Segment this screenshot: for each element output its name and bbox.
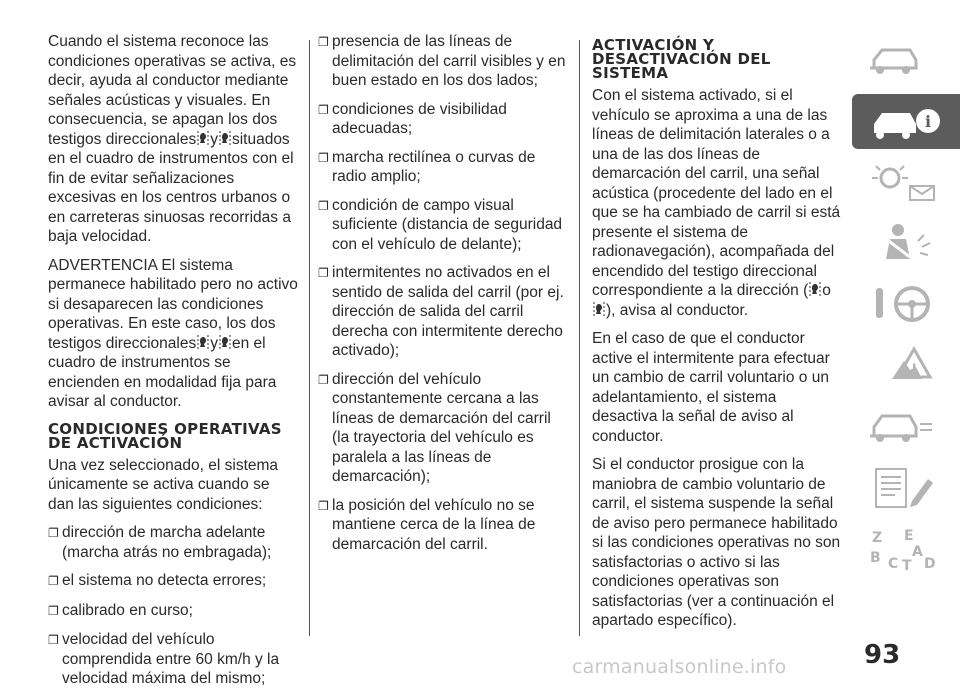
svg-text:T: T bbox=[902, 558, 912, 572]
car-icon bbox=[862, 38, 952, 84]
checkbox-bullet-icon: ❐ bbox=[318, 198, 329, 213]
checkbox-bullet-icon: ❐ bbox=[48, 526, 59, 540]
column-3 bbox=[592, 32, 842, 640]
car-info-tab[interactable] bbox=[852, 33, 960, 88]
paragraph: ADVERTENCIA El sistema permanece habilitado pero no activo si desaparecen las condiciones operativas. En este caso, los dos testigos direccionales y en el cuadro de instrumentos se encienden en modalidad fija para avisar al conductor. bbox=[48, 256, 298, 410]
svg-text:!: ! bbox=[911, 362, 918, 378]
lane-warning-left-icon bbox=[197, 130, 209, 147]
emergency-tab[interactable] bbox=[852, 338, 960, 393]
car-info-icon bbox=[862, 99, 952, 145]
car-info-active-tab[interactable] bbox=[852, 94, 960, 149]
lane-warning-left-icon bbox=[809, 281, 821, 298]
lane-warning-right-icon bbox=[593, 301, 605, 318]
svg-text:Z: Z bbox=[872, 530, 883, 546]
list-item: ❐ condición de campo visual suficiente (distancia de seguridad con el vehículo de delante); bbox=[318, 196, 563, 253]
checkbox-bullet-icon: ❐ bbox=[318, 150, 329, 165]
column-divider bbox=[579, 40, 580, 636]
lights-warning-icon bbox=[862, 160, 952, 206]
checkbox-bullet-icon: ❐ bbox=[318, 35, 329, 49]
column-2 bbox=[318, 32, 568, 563]
list-item: ❐ dirección del vehículo constantemente cercana a las líneas de demarcación del carril (la trayectoria del vehículo es paralela a las líneas de demarcación); bbox=[318, 370, 551, 485]
paragraph: Con el sistema activado, si el vehículo se aproxima a una de las líneas de delimitación laterales o a una de las dos líneas de demarcación del carril, una señal acústica (procedente del lado en el que se ha cambiado de carril si está presente el sistema de radionavegación), acompañada del encendido del testigo direccional correspondiente a la dirección ( o), avisa al conductor. bbox=[592, 87, 841, 319]
steering-wheel-icon bbox=[862, 282, 952, 328]
list-item: ❐ dirección de marcha adelante (marcha atrás no embragada); bbox=[48, 524, 272, 561]
airbag-safety-tab[interactable] bbox=[852, 216, 960, 271]
checkbox-bullet-icon: ❐ bbox=[48, 603, 59, 618]
column-divider bbox=[309, 40, 310, 636]
svg-text:C: C bbox=[888, 556, 899, 572]
checkbox-bullet-icon: ❐ bbox=[318, 372, 329, 387]
paragraph: Una vez seleccionado, el sistema únicamente se activa cuando se dan las siguientes condiciones: bbox=[48, 456, 279, 513]
svg-text:i: i bbox=[925, 112, 932, 131]
checkbox-bullet-icon: ❐ bbox=[48, 574, 59, 588]
section-heading: ACTIVACIÓN Y DESACTIVACIÓN DEL SISTEMA bbox=[592, 36, 771, 82]
section-heading: CONDICIONES OPERATIVAS DE ACTIVACIÓN bbox=[48, 419, 282, 452]
checkbox-bullet-icon: ❐ bbox=[48, 633, 59, 647]
list-item: ❐ condiciones de visibilidad adecuadas; bbox=[318, 100, 507, 137]
checkbox-bullet-icon: ❐ bbox=[318, 102, 329, 117]
list-item: ❐ presencia de las líneas de delimitación del carril visibles y en buen estado en los dos lados; bbox=[318, 33, 566, 89]
svg-text:D: D bbox=[924, 556, 936, 572]
specifications-tab[interactable] bbox=[852, 460, 960, 515]
list-item: ❐ la posición del vehículo no se mantiene cerca de la línea de demarcación del carril. bbox=[318, 496, 536, 553]
list-item: ❐ el sistema no detecta errores; bbox=[48, 571, 298, 592]
paragraph: Cuando el sistema reconoce las condiciones operativas se activa, es decir, ayuda al conductor mediante señales acústicas y visuales. En consecuencia, se apagan los dos testigos direccionales y situados en el cuadro de instrumentos con el fin de evitar señalizaciones excesivas en los centros urbanos o en carreteras sinuosas recorridas a baja velocidad. bbox=[48, 33, 297, 245]
document-list-icon bbox=[862, 465, 952, 511]
svg-text:A: A bbox=[912, 544, 923, 560]
lights-warning-tab[interactable] bbox=[852, 155, 960, 210]
seatbelt-icon bbox=[862, 221, 952, 267]
steering-start-tab[interactable] bbox=[852, 277, 960, 332]
car-maintenance-tab[interactable] bbox=[852, 399, 960, 454]
checkbox-bullet-icon: ❐ bbox=[318, 498, 329, 513]
list-item: ❐ velocidad del vehículo comprendida entre 60 km/h y la velocidad máxima del mismo; bbox=[48, 631, 280, 687]
car-service-icon bbox=[862, 404, 952, 450]
svg-text:E: E bbox=[904, 528, 914, 544]
list-item: ❐ intermitentes no activados en el sentido de salida del carril (por ej. dirección de salida del carril derecha con intermitente derecho activado); bbox=[318, 264, 564, 359]
lane-warning-left-icon bbox=[197, 334, 209, 351]
column-1 bbox=[48, 32, 298, 698]
checkbox-bullet-icon: ❐ bbox=[318, 266, 329, 280]
alphabet-index-icon bbox=[862, 526, 952, 572]
lane-warning-right-icon bbox=[219, 130, 231, 147]
paragraph: Si el conductor prosigue con la maniobra de cambio voluntario de carril, el sistema suspende la señal de aviso pero permanece habilitado si las condiciones operativas no son satisfactorias o activo si las condiciones operativas son satisfactorias (ver a continuación el apartado específico). bbox=[592, 456, 841, 629]
lane-warning-right-icon bbox=[219, 334, 231, 351]
warning-triangle-icon bbox=[862, 343, 952, 389]
page-number: 93 bbox=[864, 640, 901, 670]
watermark: carmanualsonline.info bbox=[572, 656, 787, 678]
svg-text:B: B bbox=[870, 550, 881, 566]
paragraph: En el caso de que el conductor active el intermitente para efectuar un cambio de carril voluntario o un adelantamiento, el sistema desactiva la señal de aviso al conductor. bbox=[592, 330, 830, 445]
chapter-sidebar bbox=[852, 33, 960, 582]
index-tab[interactable] bbox=[852, 521, 960, 576]
list-item: ❐ marcha rectilínea o curvas de radio amplio; bbox=[318, 148, 536, 185]
list-item: ❐ calibrado en curso; bbox=[48, 601, 298, 622]
